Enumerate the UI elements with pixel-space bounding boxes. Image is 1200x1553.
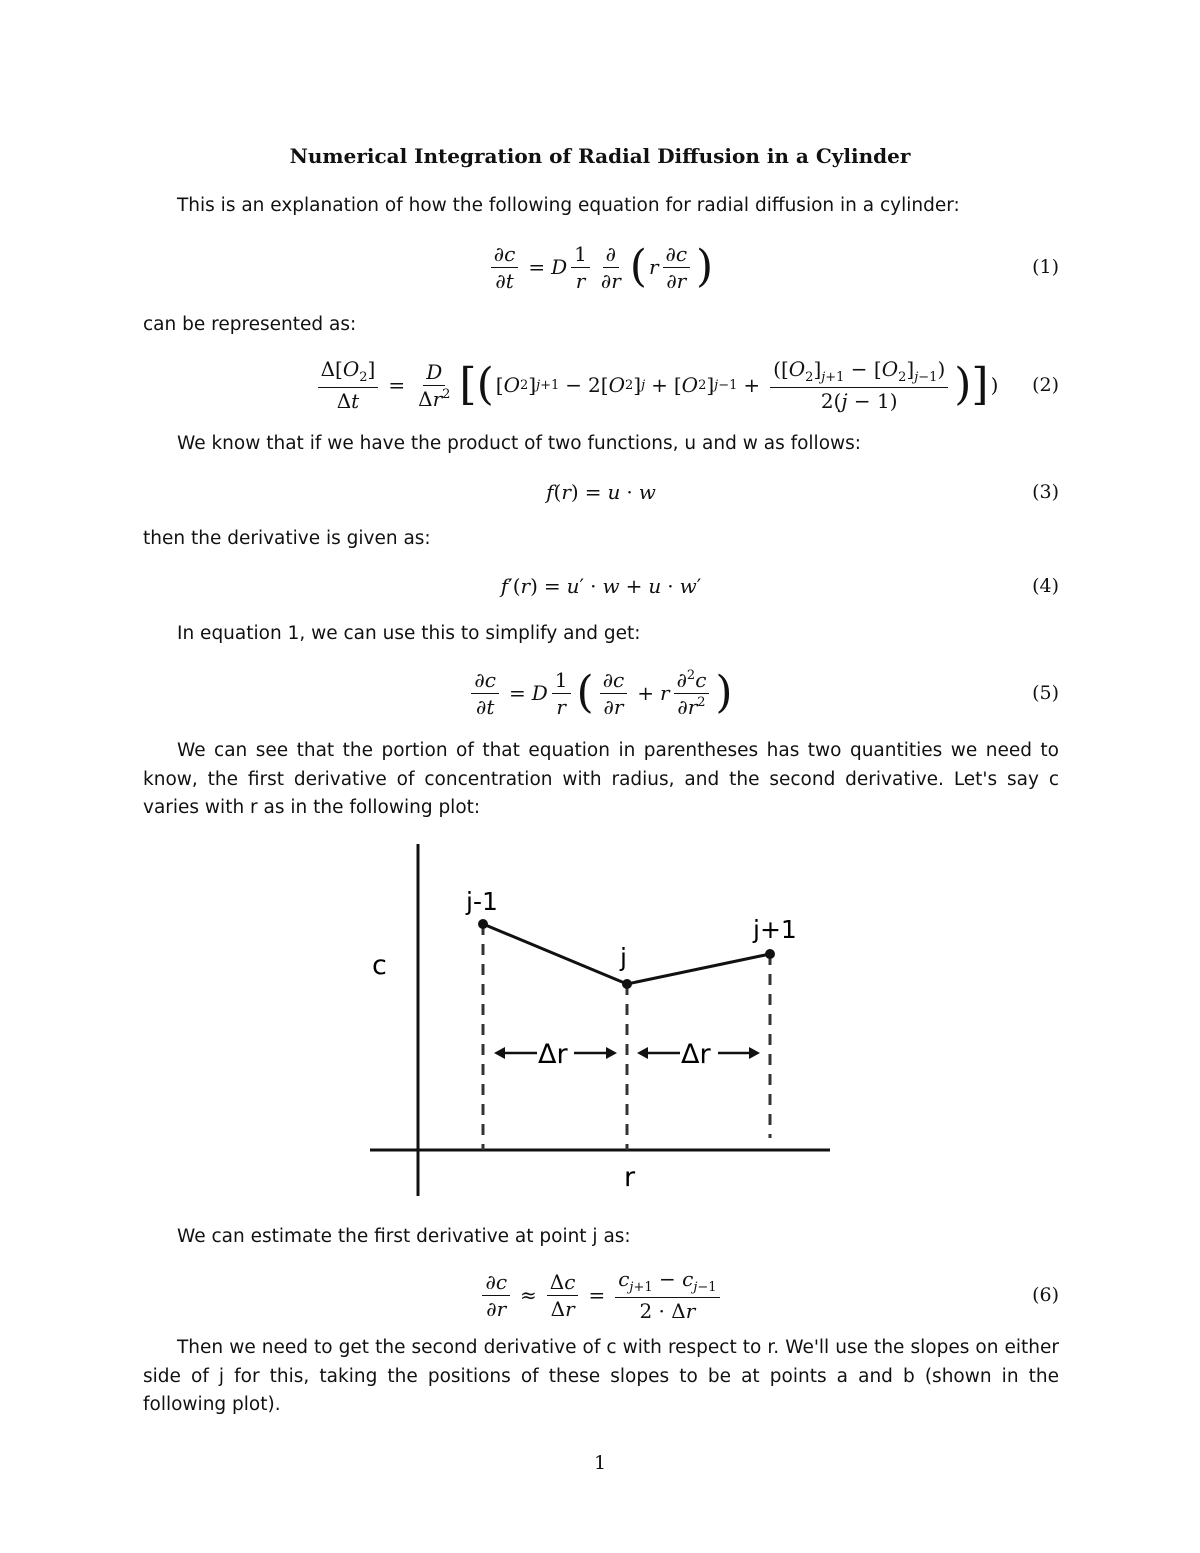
- paper-title: Numerical Integration of Radial Diffusion in a Cylinder: [289, 144, 911, 168]
- point-label-j: j: [620, 943, 627, 972]
- page-number: 1: [593, 1452, 607, 1474]
- y-axis-label: c: [372, 950, 387, 981]
- paragraph-intro: This is an explanation of how the following equation for radial diffusion in a cylinder:: [177, 195, 960, 216]
- paragraph-eq1: In equation 1, we can use this to simplify and get:: [177, 623, 641, 644]
- equation-3: f ( r ) = u · w (3): [546, 480, 1059, 504]
- point-j-plus-1: [765, 949, 775, 959]
- equation-number-5: (5): [1032, 682, 1059, 704]
- equation-number-1: (1): [1032, 256, 1059, 278]
- paragraph-portion: We can see that the portion of that equation in parentheses has two quantities we need to know, the first derivative of concentration with radius, and the second derivative. Let's say c varies with r as in the following plot:: [143, 740, 1059, 818]
- paragraph-product: We know that if we have the product of two functions, u and w as follows:: [177, 433, 862, 454]
- equation-2: $\frac{\Delta[O_2]}{\Delta t}$ = $\frac{D}{\Delta r^2}$ [( [ O 2 ] j+1 − 2[ O 2 ] j + [ O 2 ] j−1 + $\frac{([O_2]_{j+1} - [O_2]_{j-1})}{2(j - 1)}$ )] ) (2): [143, 355, 1059, 415]
- equation-number-3: (3): [1032, 481, 1059, 503]
- x-axis-label: r: [624, 1162, 636, 1193]
- spacing-label-left: Δr: [538, 1039, 568, 1070]
- arrowhead-left-1: [494, 1047, 505, 1059]
- point-label-j-minus-1: j-1: [466, 887, 498, 916]
- segment-left: [483, 924, 627, 984]
- equation-5: $\frac{\partial c}{\partial t}$ = D $\frac{1}{r}$ ( $\frac{\partial c}{\partial r}$ + r $\frac{\partial^2c}{\partial r^2}$ ) (5): [143, 663, 1059, 723]
- arrowhead-right-1: [606, 1047, 617, 1059]
- paragraph-second-derivative: Then we need to get the second derivative of c with respect to r. We'll use the slopes on either side of j for this, taking the positions of these slopes to be at points a and b (shown in the following plot).: [143, 1337, 1059, 1415]
- equation-6: $\frac{\partial c}{\partial r}$ ≈ $\frac{\Delta c}{\Delta r}$ = $\frac{c_{j+1} - c_{j-1}}{2 \cdot \Delta r}$ (6): [143, 1265, 1059, 1325]
- paragraph-represented: can be represented as:: [143, 314, 357, 335]
- equation-number-2: (2): [1032, 374, 1059, 396]
- paragraph-estimate: We can estimate the first derivative at point j as:: [177, 1226, 631, 1247]
- equation-number-4: (4): [1032, 575, 1059, 597]
- arrowhead-right-2: [749, 1047, 760, 1059]
- spacing-label-right: Δr: [681, 1039, 711, 1070]
- point-j: [622, 979, 632, 989]
- equation-1: $\frac{\partial c}{\partial t}$ = D $\frac{1}{r}$ $\frac{\partial}{\partial r}$ ( r $\frac{\partial c}{\partial r}$ ) (1): [143, 237, 1059, 297]
- paragraph-derivative: then the derivative is given as:: [143, 528, 431, 549]
- concentration-radius-figure: [360, 838, 840, 1203]
- equation-number-6: (6): [1032, 1284, 1059, 1306]
- segment-right: [627, 954, 770, 984]
- point-label-j-plus-1: j+1: [753, 915, 797, 944]
- point-j-minus-1: [478, 919, 488, 929]
- equation-4: f ′( r ) = u ′ · w + u · w ′ (4): [500, 574, 1059, 598]
- arrowhead-left-2: [637, 1047, 648, 1059]
